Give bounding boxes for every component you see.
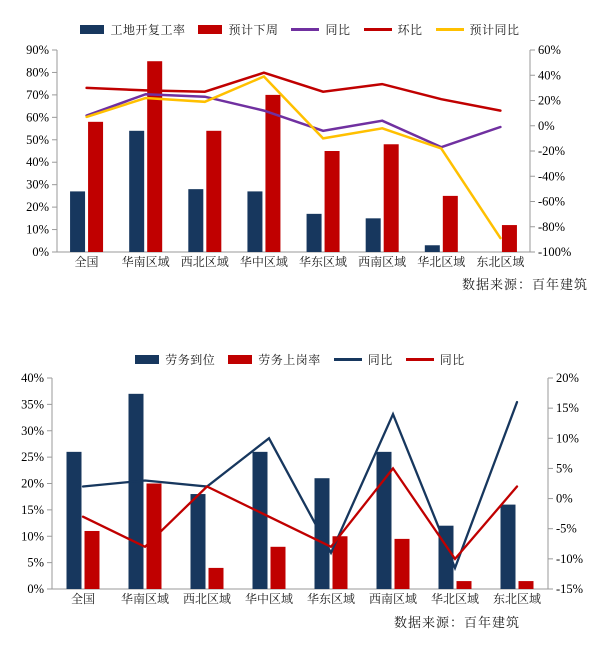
bar-劳务到位 [253,452,268,589]
legend-line-swatch [364,28,392,31]
legend-bar-swatch [80,25,104,34]
category-label: 西北区域 [182,592,232,606]
category-label: 华北区域 [417,255,466,269]
legend-label: 同比 [439,352,465,367]
right-tick-label: 40% [538,68,561,83]
bottom-chart [0,346,600,634]
bottom-chart-legend [0,346,600,372]
right-tick-label: -40% [538,169,566,184]
right-tick-label: 5% [556,461,573,476]
bar-工地开复工率 [70,191,85,252]
right-tick-label: -20% [538,144,566,158]
left-tick-label: 25% [21,450,44,465]
bar-预计下周 [384,144,399,252]
right-tick-label: 0% [556,491,573,506]
legend-label: 环比 [397,22,423,37]
category-label: 华东区域 [306,592,356,606]
legend-item [291,21,350,38]
category-label: 西南区域 [368,592,418,606]
category-label: 东北区域 [476,255,525,269]
bar-劳务上岗率 [147,484,162,590]
bar-劳务上岗率 [85,531,100,589]
right-tick-label: -10% [556,551,584,566]
left-tick-label: 30% [26,177,49,192]
legend-label: 劳务到位 [165,352,216,367]
right-tick-label: -15% [556,582,584,596]
bar-劳务上岗率 [209,568,224,589]
category-label: 华北区域 [430,592,480,606]
bar-预计下周 [502,225,517,252]
legend-label: 同比 [367,352,393,367]
legend-line-swatch [436,28,464,31]
category-label: 全国 [74,255,99,269]
legend-line-swatch [291,28,319,31]
left-tick-label: 40% [21,372,44,385]
legend-line-swatch [406,358,434,361]
legend-bar-swatch [135,355,159,364]
left-tick-label: 10% [26,222,49,237]
legend-label: 同比 [325,22,351,37]
legend-bar-swatch [228,355,252,364]
left-tick-label: 40% [26,155,49,170]
legend-label: 预计下周 [228,22,279,37]
legend-item [364,21,423,38]
right-tick-label: 0% [538,118,555,133]
left-tick-label: 15% [21,502,44,517]
bar-预计下周 [443,196,458,252]
category-label: 华东区域 [299,255,348,269]
category-label: 华中区域 [244,592,294,606]
bar-工地开复工率 [366,218,381,252]
bar-劳务上岗率 [271,547,286,589]
left-tick-label: 20% [21,476,44,491]
bar-工地开复工率 [129,131,144,252]
top-chart-legend [0,16,600,42]
category-label: 东北区域 [492,592,542,606]
right-tick-label: -60% [538,194,566,209]
legend-item [436,21,520,38]
left-tick-label: 60% [26,110,49,125]
left-tick-label: 10% [21,529,44,544]
bar-工地开复工率 [247,191,262,252]
bar-劳务到位 [129,394,144,589]
right-tick-label: -5% [556,521,577,536]
left-tick-label: 20% [26,200,49,215]
bar-预计下周 [265,95,280,252]
bar-预计下周 [88,122,103,252]
bar-工地开复工率 [188,189,203,252]
bar-劳务到位 [315,478,330,589]
legend-label: 劳务上岗率 [258,352,321,367]
category-label: 西北区域 [180,255,229,269]
legend-item [406,351,465,368]
left-tick-label: 0% [27,582,44,596]
bar-劳务到位 [191,494,206,589]
bar-工地开复工率 [425,245,440,252]
right-tick-label: -100% [538,245,572,259]
bar-预计下周 [206,131,221,252]
bar-劳务到位 [501,505,516,589]
left-tick-label: 35% [21,397,44,412]
bar-劳务到位 [67,452,82,589]
category-label: 华中区域 [239,255,288,269]
bar-劳务上岗率 [395,539,410,589]
left-tick-label: 80% [26,65,49,80]
legend-item [334,351,393,368]
legend-item [228,351,321,368]
legend-item [80,21,185,38]
category-label: 华南区域 [120,592,170,606]
right-tick-label: 20% [538,93,561,108]
bar-劳务上岗率 [519,581,534,589]
bottom-chart-source: 数据来源：百年建筑 [393,615,520,630]
left-tick-label: 5% [27,555,44,570]
bar-工地开复工率 [307,214,322,252]
right-tick-label: 20% [556,372,579,385]
legend-line-swatch [334,358,362,361]
top-chart [0,0,600,296]
bottom-chart-plot [0,372,600,614]
category-label: 华南区域 [121,255,170,269]
legend-bar-swatch [198,25,222,34]
left-tick-label: 30% [21,423,44,438]
legend-label: 预计同比 [469,22,520,37]
legend-item [135,351,215,368]
legend-item [198,21,278,38]
left-tick-label: 90% [26,43,49,57]
right-tick-label: 60% [538,43,561,57]
right-tick-label: 15% [556,401,579,416]
right-tick-label: -80% [538,219,566,234]
category-label: 西南区域 [358,255,407,269]
legend-label: 工地开复工率 [110,22,186,37]
left-tick-label: 0% [32,245,49,259]
left-tick-label: 50% [26,132,49,147]
top-chart-source: 数据来源：百年建筑 [461,277,588,292]
bar-预计下周 [325,151,340,252]
left-tick-label: 70% [26,87,49,102]
top-chart-plot [0,42,600,276]
bar-劳务上岗率 [457,581,472,589]
right-tick-label: 10% [556,431,579,446]
category-label: 全国 [70,592,96,606]
